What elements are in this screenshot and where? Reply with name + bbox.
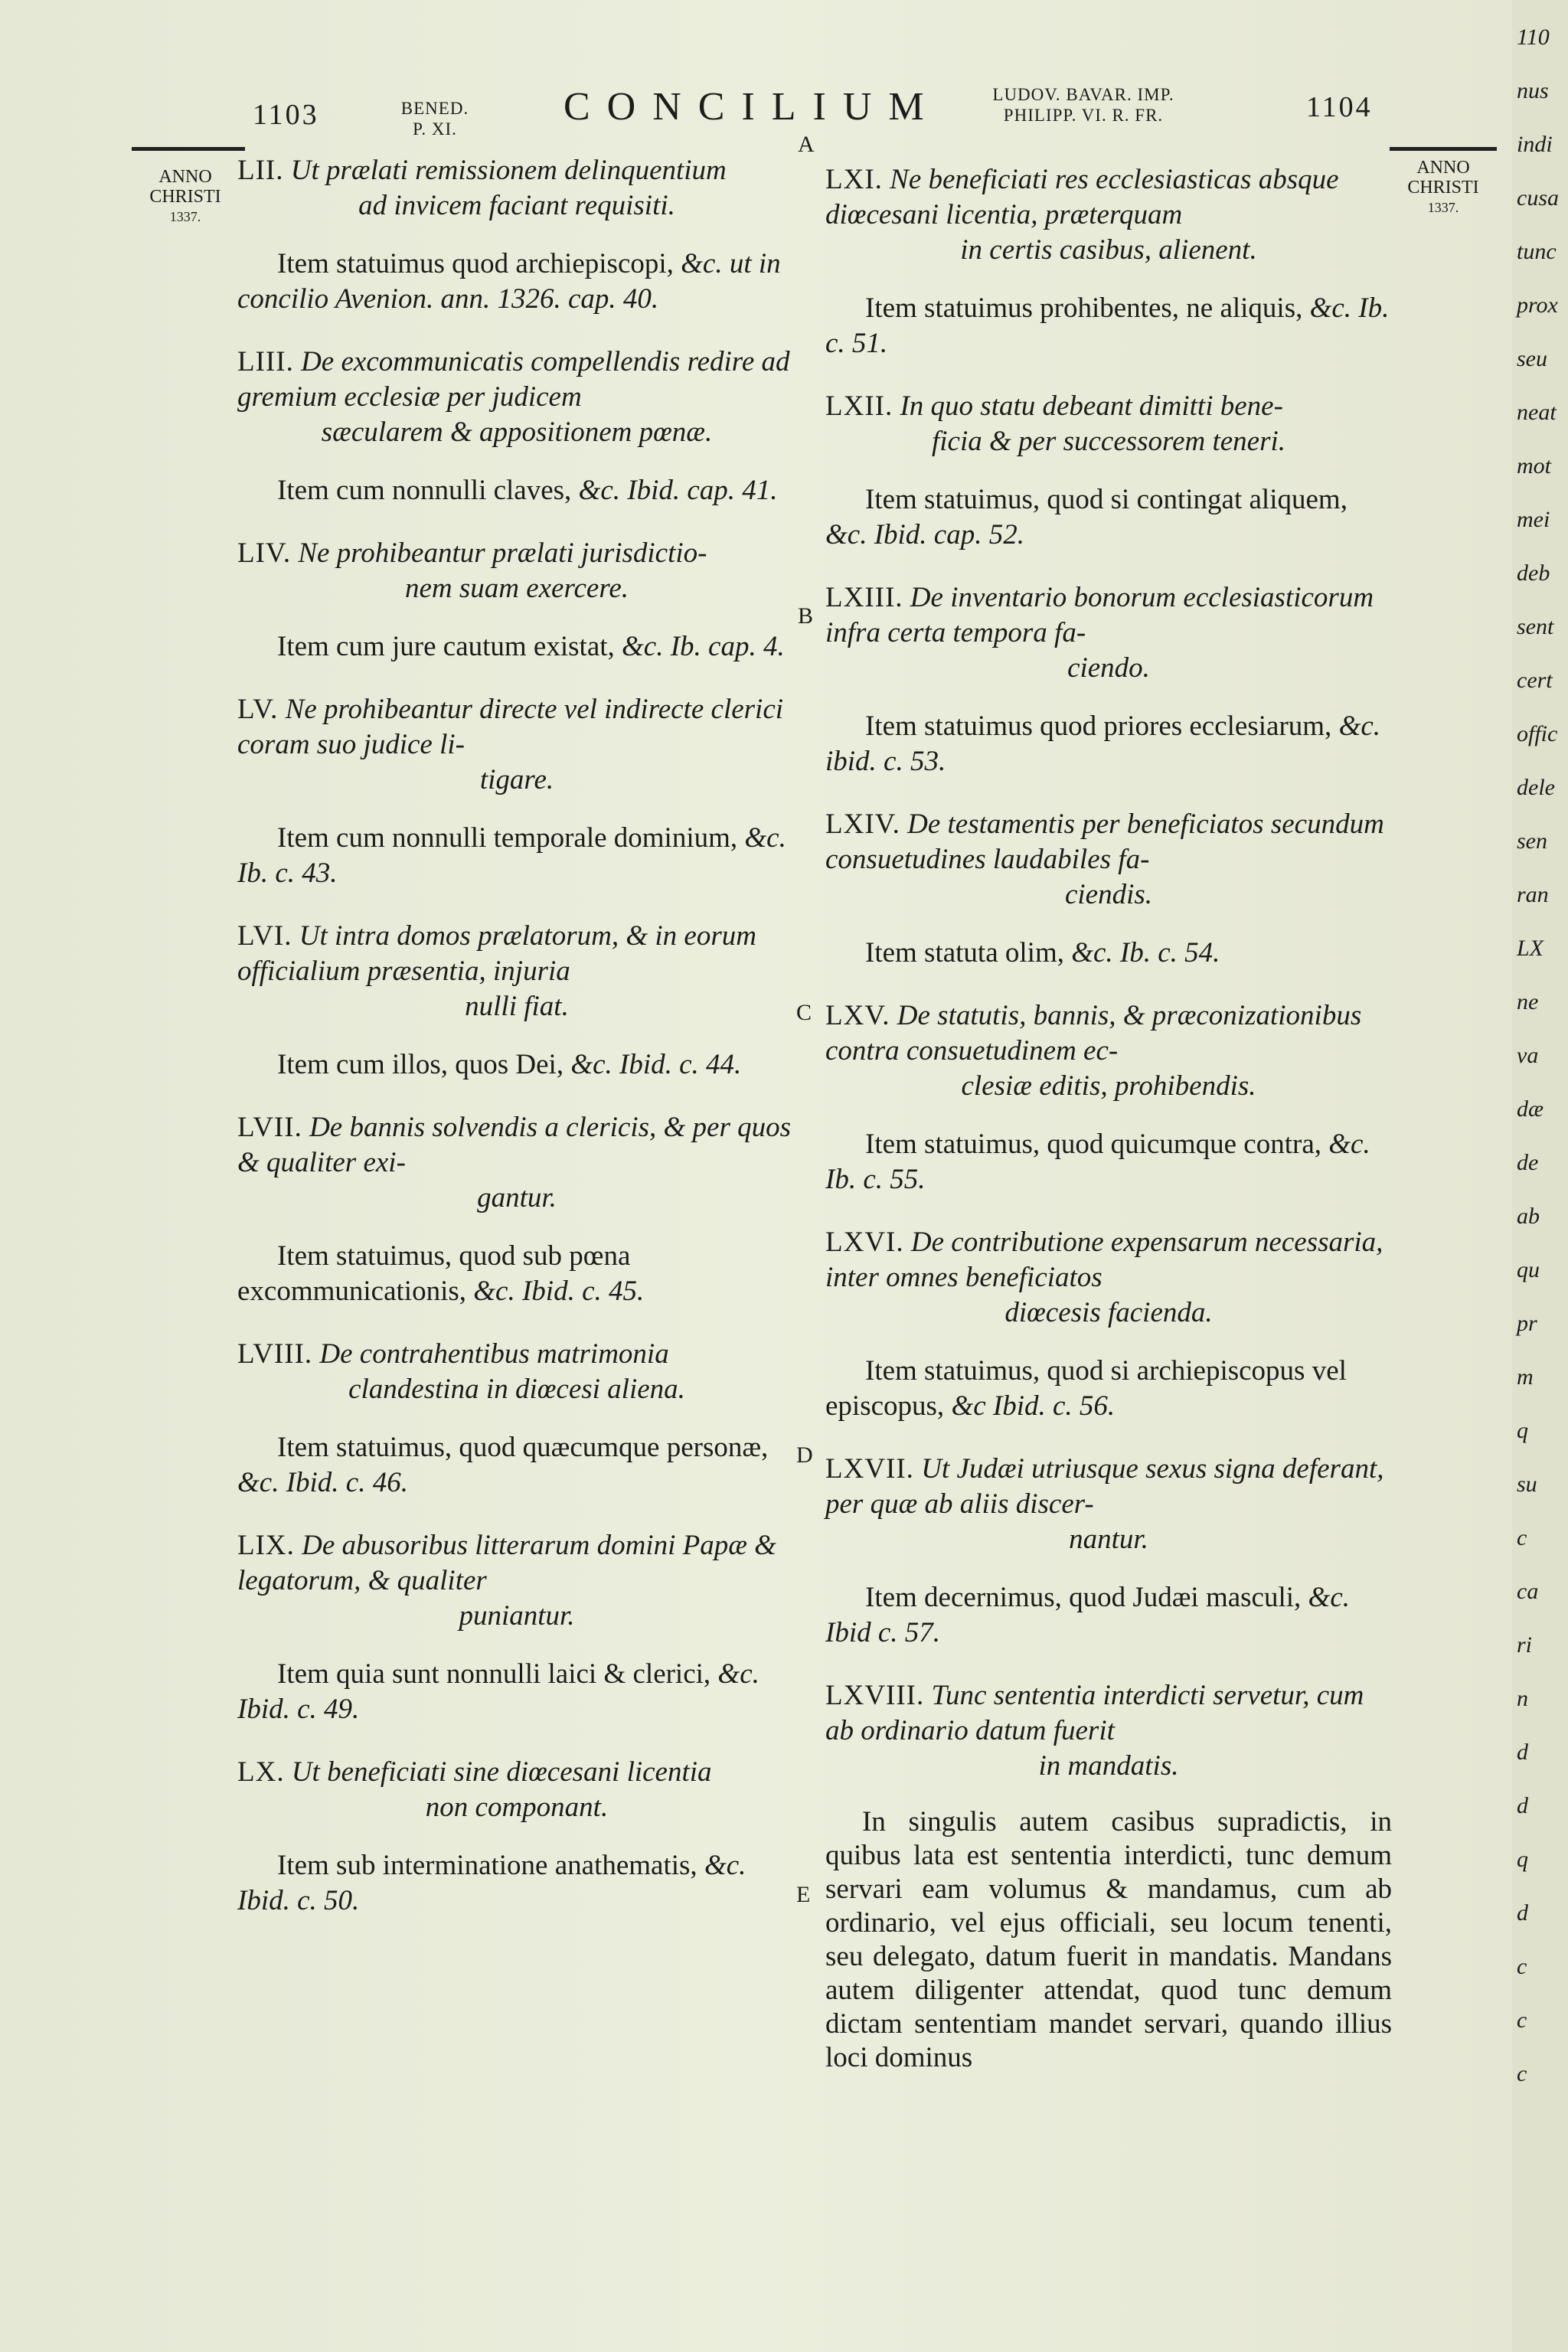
- canon-body: Item cum illos, quos Dei,: [277, 1049, 564, 1080]
- canon-number: LXIV.: [825, 808, 900, 840]
- canon-title: Ut prælati remissionem delinquentium: [290, 155, 727, 186]
- canon-entry: [237, 1528, 796, 1727]
- facing-page-fragment: ri: [1517, 1632, 1533, 1658]
- canon-title: De abusoribus litterarum domini Papæ & legatorum, & qualiter: [237, 1530, 776, 1596]
- section-marker-d: D: [796, 1442, 813, 1468]
- canon-text: [237, 1047, 796, 1083]
- canon-reference: &c. Ibid. c. 50.: [237, 1850, 746, 1916]
- closing-paragraph: In singulis autem casibus supradictis, in quibus lata est sententia interdicti, tunc demum servari eam volumus & mandamus, cum ab ordinario, vel ejus officiali, seu locum tenenti, seu delegato, datum fuerit in mandatis. Mandans autem diligenter attendat, quod tunc demum dictam sententiam mandet servari, quando illius loci dominus: [825, 1806, 1392, 2073]
- canon-entry: [237, 536, 796, 665]
- canon-heading: [825, 580, 1392, 686]
- canon-title: Tunc sententia interdicti servetur, cum ab ordinario datum fuerit: [825, 1680, 1364, 1746]
- facing-page-fragment: tunc: [1517, 239, 1557, 264]
- facing-page-fragment: d: [1517, 1793, 1528, 1818]
- canon-reference: &c. Ibid. c. 45.: [473, 1276, 645, 1307]
- canon-text: [237, 247, 796, 317]
- canon-reference: &c. Ib. cap. 4.: [622, 631, 785, 662]
- canon-heading: [237, 1110, 796, 1216]
- canon-reference: &c. Ib. c. 51.: [825, 292, 1390, 359]
- canon-title-end: clesiæ editis, prohibendis.: [961, 1070, 1256, 1102]
- canon-reference: &c. ibid. c. 53.: [825, 710, 1381, 777]
- canon-heading: [825, 389, 1392, 459]
- canon-heading: [237, 919, 796, 1024]
- canon-body: Item sub interminatione anathematis,: [277, 1850, 697, 1881]
- canon-heading: [237, 692, 796, 798]
- facing-page-fragment: indi: [1517, 132, 1553, 157]
- canon-title-end: in mandatis.: [1038, 1750, 1179, 1782]
- header-rule-left: [132, 147, 245, 151]
- canon-title: De contributione expensarum necessaria, inter omnes beneficiatos: [825, 1227, 1383, 1293]
- canon-title: De statutis, bannis, & præconizationibus contra consuetudinem ec-: [825, 1000, 1362, 1067]
- facing-page-fragment: va: [1517, 1043, 1539, 1068]
- canon-title-end: nulli fiat.: [465, 991, 569, 1022]
- canon-title-end: puniantur.: [459, 1600, 575, 1632]
- canon-heading: [237, 345, 796, 450]
- canon-title: De inventario bonorum ecclesiasticorum infra certa tempora fa-: [825, 582, 1374, 648]
- canon-title-end: clandestina in diœcesi aliena.: [348, 1374, 685, 1405]
- canon-entry: [825, 1225, 1392, 1424]
- canon-reference: &c. ut in concilio Avenion. ann. 1326. cap. 40.: [237, 248, 781, 315]
- canon-heading: [825, 807, 1392, 913]
- margin-christi-right: CHRISTI: [1407, 178, 1479, 198]
- canon-number: LV.: [237, 694, 279, 725]
- facing-page-fragment: su: [1517, 1472, 1537, 1497]
- canon-title-end: diœcesis facienda.: [1004, 1297, 1213, 1328]
- canon-body: Item cum nonnulli temporale dominium,: [277, 822, 738, 854]
- canon-title-end: sæcularem & appositionem pœnæ.: [321, 416, 713, 448]
- canon-text: [237, 473, 796, 508]
- canon-title: Ut beneficiati sine diœcesani licentia: [291, 1756, 712, 1788]
- canon-text: [825, 709, 1392, 779]
- canon-number: LIX.: [237, 1530, 295, 1561]
- canon-number: LXVI.: [825, 1227, 904, 1258]
- canon-title-end: ciendo.: [1067, 652, 1150, 684]
- canon-title: Ne prohibeantur directe vel indirecte clerici coram suo judice li-: [237, 694, 784, 760]
- canon-number: LXV.: [825, 1000, 890, 1031]
- canon-title-end: tigare.: [479, 764, 554, 795]
- canon-title: In quo statu debeant dimitti bene-: [900, 390, 1283, 422]
- canon-entry: [237, 692, 796, 891]
- canon-number: LXIII.: [825, 582, 903, 613]
- canon-body: Item statuimus quod priores ecclesiarum,: [865, 710, 1332, 742]
- canon-body: Item statuta olim,: [865, 937, 1064, 969]
- canon-reference: &c. Ibid. c. 49.: [237, 1658, 760, 1725]
- canon-entry: [825, 1452, 1392, 1651]
- canon-text: [237, 1430, 796, 1501]
- facing-page-fragment: sen: [1517, 828, 1547, 854]
- canon-title: De testamentis per beneficiatos secundum consuetudines laudabiles fa-: [825, 808, 1384, 875]
- canon-heading: [825, 1678, 1392, 1784]
- running-title: CONCILIUM: [564, 85, 941, 129]
- canon-reference: &c. Ib. c. 54.: [1071, 937, 1220, 969]
- canon-reference: &c Ibid. c. 56.: [951, 1390, 1116, 1422]
- canon-title: De bannis solvendis a clericis, & per quos & qualiter exi-: [237, 1112, 792, 1178]
- canon-number: LII.: [237, 155, 284, 186]
- facing-page-fragment: ab: [1517, 1204, 1540, 1229]
- canon-text: [237, 1848, 796, 1919]
- canon-title: Ne prohibeantur prælati jurisdictio-: [298, 537, 707, 569]
- canon-text: [825, 291, 1392, 361]
- header-rule-right: [1390, 147, 1497, 151]
- canon-body: Item cum jure cautum existat,: [277, 631, 615, 662]
- page-number-right: 1104: [1306, 91, 1373, 123]
- canon-entry: [237, 1755, 796, 1919]
- margin-year-left: [132, 167, 239, 227]
- canon-heading: [825, 1452, 1392, 1557]
- header-bened-line: BENED.: [400, 99, 469, 118]
- margin-anno-right: ANNO: [1416, 158, 1470, 178]
- canon-heading: [237, 153, 796, 224]
- canon-heading: [237, 1337, 796, 1407]
- facing-page-fragment: qu: [1517, 1257, 1540, 1282]
- canon-title: De excommunicatis compellendis redire ad gremium ecclesiæ per judicem: [237, 346, 790, 413]
- facing-page-fragment: deb: [1517, 560, 1550, 586]
- canon-number: LXVII.: [825, 1453, 914, 1485]
- canon-title-end: non componant.: [425, 1792, 609, 1823]
- facing-page-fragment: 110: [1517, 24, 1550, 50]
- canon-text: [825, 1127, 1392, 1197]
- canon-number: LXII.: [825, 390, 893, 422]
- canon-entry: [825, 162, 1392, 361]
- facing-page-fragment: offic: [1517, 721, 1558, 746]
- canon-number: LVIII.: [237, 1338, 313, 1370]
- facing-page-fragment: neat: [1517, 400, 1557, 425]
- canon-heading: [237, 536, 796, 606]
- canon-text: [825, 936, 1392, 971]
- facing-page-fragment: cert: [1517, 668, 1553, 693]
- facing-page-fragment: m: [1517, 1364, 1534, 1390]
- canon-number: LXVIII.: [825, 1680, 925, 1711]
- margin-year-right: [1386, 158, 1501, 217]
- canon-body: Item statuimus quod archiepiscopi,: [277, 248, 674, 279]
- facing-page-fragment: prox: [1517, 292, 1558, 318]
- right-column: [825, 162, 1392, 2075]
- canon-number: LIII.: [237, 346, 294, 377]
- canon-title-end: nem suam exercere.: [404, 573, 629, 604]
- canon-reference: &c. Ib. c. 55.: [825, 1129, 1370, 1195]
- facing-page-fragment: de: [1517, 1150, 1539, 1175]
- margin-year-left-value: 1337.: [169, 209, 201, 224]
- canon-entry: [825, 389, 1392, 553]
- canon-text: [237, 1239, 796, 1309]
- canon-title-end: gantur.: [477, 1182, 557, 1214]
- canon-number: LX.: [237, 1756, 285, 1788]
- margin-year-right-value: 1337.: [1427, 200, 1459, 215]
- canon-text: [237, 1657, 796, 1727]
- facing-page-fragment: d: [1517, 1900, 1528, 1926]
- facing-page-fragment: sent: [1517, 614, 1554, 639]
- canon-number: LXI.: [825, 164, 883, 195]
- canon-heading: [825, 162, 1392, 268]
- canon-title: Ne beneficiati res ecclesiasticas absque diœcesani licentia, præterquam: [825, 164, 1339, 230]
- canon-reference: &c. Ibid. cap. 52.: [825, 519, 1024, 550]
- facing-page-edge: [1512, 0, 1568, 2352]
- facing-page-fragment: cusa: [1517, 185, 1559, 211]
- canon-number: LVII.: [237, 1112, 302, 1143]
- canon-body: Item statuimus, quod sub pœna excommunicationis,: [237, 1240, 631, 1307]
- section-marker-b: B: [798, 603, 814, 629]
- canon-body: Item statuimus, quod quicumque contra,: [865, 1129, 1321, 1160]
- header-philipp-line: PHILIPP. VI. R. FR.: [1003, 106, 1164, 125]
- canon-body: Item statuimus, quod quæcumque personæ,: [277, 1432, 769, 1463]
- header-pope-line: P. XI.: [413, 119, 457, 139]
- canon-text: [237, 821, 796, 891]
- facing-page-fragment: dele: [1517, 775, 1555, 800]
- facing-page-fragment: d: [1517, 1740, 1528, 1765]
- canon-body: Item quia sunt nonnulli laici & clerici,: [277, 1658, 711, 1690]
- canon-text: [825, 1580, 1392, 1651]
- canon-reference: &c. Ibid. c. 46.: [237, 1467, 408, 1498]
- facing-page-fragment: c: [1517, 1954, 1527, 1979]
- canon-entry: [825, 998, 1392, 1197]
- canon-title-end: ficia & per successorem teneri.: [931, 426, 1286, 457]
- canon-heading: [237, 1528, 796, 1634]
- facing-page-fragment: c: [1517, 2007, 1527, 2033]
- canon-entry: [825, 580, 1392, 779]
- canon-title: Ut intra domos prælatorum, & in eorum officialium præsentia, injuria: [237, 920, 756, 987]
- canon-title-end: ad invicem faciant requisiti.: [358, 190, 675, 221]
- canon-reference: &c. Ibid c. 57.: [825, 1582, 1350, 1648]
- facing-page-fragment: n: [1517, 1686, 1528, 1711]
- canon-number: LIV.: [237, 537, 292, 569]
- canon-reference: &c. Ibid. c. 44.: [570, 1049, 742, 1080]
- canon-heading: [237, 1755, 796, 1825]
- facing-page-fragment: mei: [1517, 507, 1550, 532]
- canon-entry: [237, 919, 796, 1083]
- canon-title-end: nantur.: [1069, 1524, 1148, 1555]
- facing-page-fragment: q: [1517, 1418, 1528, 1443]
- canon-title: De contrahentibus matrimonia: [319, 1338, 669, 1370]
- section-marker-c: C: [796, 1000, 812, 1025]
- facing-page-fragment: ne: [1517, 989, 1539, 1014]
- section-marker-a: A: [798, 132, 815, 157]
- canon-body: Item cum nonnulli claves,: [277, 475, 572, 506]
- canon-entry: [237, 1110, 796, 1309]
- margin-christi-left: CHRISTI: [149, 187, 221, 207]
- canon-text: [237, 629, 796, 665]
- canon-title-end: in certis casibus, alienent.: [960, 234, 1257, 266]
- facing-page-fragment: nus: [1517, 78, 1549, 103]
- facing-page-fragment: dæ: [1517, 1096, 1544, 1122]
- section-marker-e: E: [796, 1882, 811, 1907]
- canon-reference: &c. Ibid. cap. 41.: [578, 475, 778, 506]
- facing-page-fragment: ca: [1517, 1579, 1539, 1604]
- left-column: [237, 153, 796, 1946]
- canon-text: [825, 1354, 1392, 1424]
- canon-body: Item statuimus prohibentes, ne aliquis,: [865, 292, 1303, 324]
- canon-body: Item statuimus, quod si archiepiscopus vel episcopus,: [825, 1355, 1347, 1422]
- canon-entry: [237, 153, 796, 317]
- canon-entry: [825, 807, 1392, 971]
- canon-reference: &c. Ib. c. 43.: [237, 822, 786, 889]
- canon-heading: [825, 998, 1392, 1104]
- canon-text: [825, 482, 1392, 553]
- canon-entry: [237, 345, 796, 508]
- header-ludov: [980, 84, 1187, 126]
- page-number-left: 1103: [253, 99, 319, 131]
- facing-page-fragment: seu: [1517, 346, 1547, 371]
- margin-anno-left: ANNO: [158, 167, 212, 187]
- canon-entry: [237, 1337, 796, 1501]
- canon-title: Ut Judæi utriusque sexus signa deferant, per quæ ab aliis discer-: [825, 1453, 1384, 1520]
- canon-body: Item decernimus, quod Judæi masculi,: [865, 1582, 1302, 1613]
- facing-page-fragment: pr: [1517, 1311, 1537, 1336]
- canon-heading: [825, 1225, 1392, 1331]
- canon-number: LVI.: [237, 920, 292, 952]
- facing-page-fragment: c: [1517, 1525, 1527, 1550]
- facing-page-fragment: ran: [1517, 882, 1549, 907]
- facing-page-fragment: c: [1517, 2061, 1527, 2086]
- facing-page-fragment: q: [1517, 1847, 1528, 1872]
- canon-title-end: ciendis.: [1064, 879, 1153, 910]
- facing-page-fragment: mot: [1517, 453, 1551, 479]
- header-ludov-line: LUDOV. BAVAR. IMP.: [992, 85, 1174, 104]
- canon-entry: [825, 1678, 1392, 1784]
- header-bened: [389, 98, 481, 139]
- facing-page-fragment: LX: [1517, 936, 1544, 961]
- canon-body: Item statuimus, quod si contingat aliquem,: [865, 484, 1348, 515]
